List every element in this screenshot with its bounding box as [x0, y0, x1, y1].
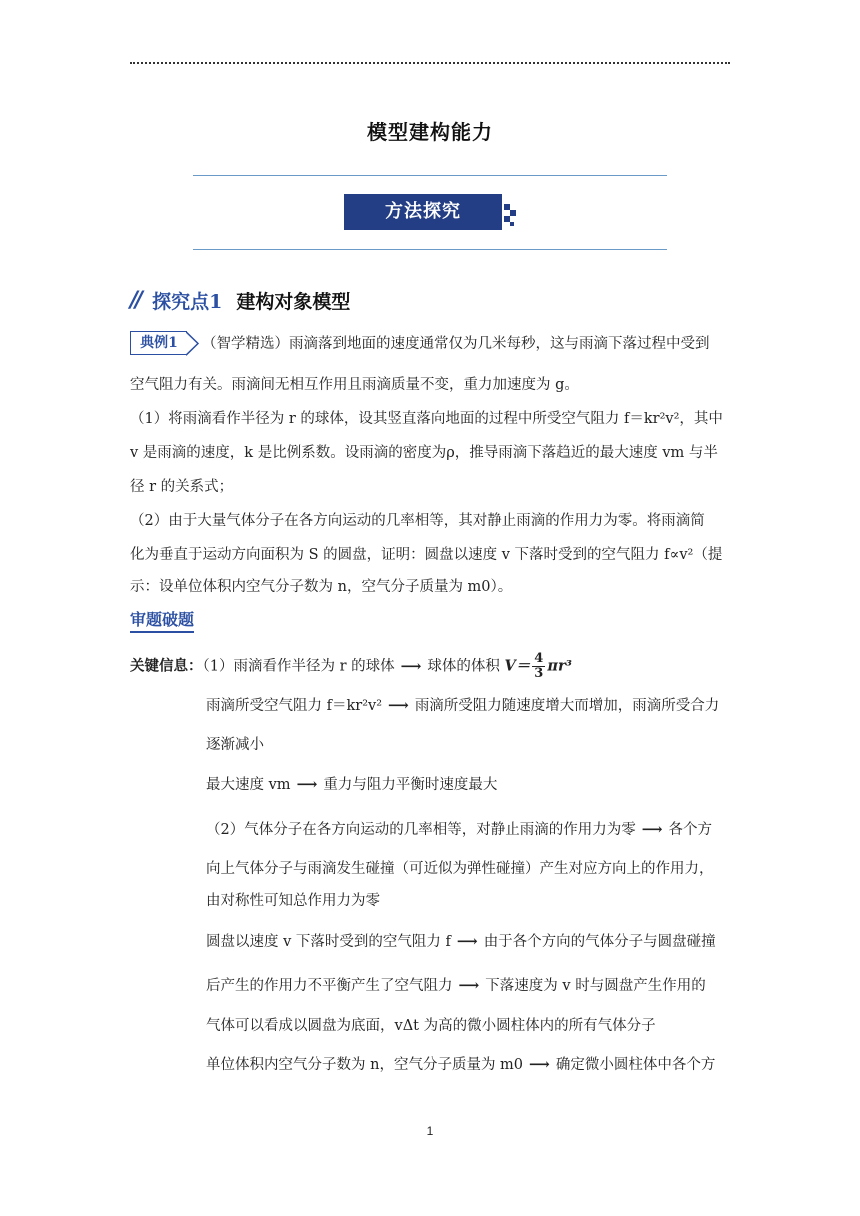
banner-pixel-decor — [510, 222, 514, 226]
section-heading — [130, 286, 350, 314]
question-2-line: 化为垂直于运动方向面积为 S 的圆盘，证明：圆盘以速度 v 下落时受到的空气阻力 f∝v²（提 — [130, 547, 723, 563]
key-info-text: （1）雨滴看作半径为 r 的球体 — [202, 658, 395, 675]
arrow-icon: ⟶ — [641, 821, 663, 838]
key-info-text: 逐渐减小 — [206, 737, 264, 753]
volume-formula-rhs: πr³ — [547, 657, 572, 675]
volume-formula-lhs: V＝ — [504, 657, 531, 675]
arrow-icon: ⟶ — [529, 1056, 550, 1073]
key-info-text: 向上气体分子与雨滴发生碰撞（可近似为弹性碰撞）产生对应方向上的作用力， — [206, 861, 714, 877]
key-info-row — [206, 775, 497, 795]
question-1-line: v 是雨滴的速度，k 是比例系数。设雨滴的密度为ρ，推导雨滴下落趋近的最大速度 vm 与半 — [130, 445, 718, 461]
method-banner — [344, 194, 516, 230]
example-tag-label: 典例1 — [130, 331, 187, 355]
key-info-text: 确定微小圆柱体中各个方 — [555, 1057, 716, 1073]
key-info-row — [206, 932, 716, 952]
fraction-numerator: 4 — [534, 651, 544, 666]
key-info-row — [206, 976, 706, 996]
arrow-icon: ⟶ — [296, 776, 318, 793]
key-info-text: 由对称性可知总作用力为零 — [206, 893, 380, 909]
page-number: 1 — [426, 1124, 434, 1138]
key-info-text: 气体可以看成以圆盘为底面，vΔt 为高的微小圆柱体内的所有气体分子 — [206, 1018, 656, 1034]
section-title: 建构对象模型 — [236, 290, 351, 313]
key-info-text: 最大速度 vm — [206, 777, 291, 793]
key-info-text: 重力与阻力平衡时速度最大 — [323, 777, 498, 793]
key-info-text: 圆盘以速度 v 下落时受到的空气阻力 f — [206, 934, 451, 950]
page-title: 模型建构能力 — [367, 120, 493, 144]
key-info-text: 下落速度为 v 时与圆盘产生作用的 — [485, 978, 706, 994]
arrow-icon: ⟶ — [458, 977, 480, 994]
key-info-text: （2）气体分子在各方向运动的几率相等，对静止雨滴的作用力为零 — [206, 822, 636, 838]
question-1-line: （1）将雨滴看作半径为 r 的球体，设其竖直落向地面的过程中所受空气阻力 f＝kr²v²，其中 — [130, 411, 723, 427]
key-info-text: 雨滴所受空气阻力 f＝kr²v² — [206, 698, 383, 714]
arrow-icon: ⟶ — [388, 697, 409, 714]
example-line: （智学精选）雨滴落到地面的速度通常仅为几米每秒，这与雨滴下落过程中受到 — [202, 336, 710, 352]
key-info-row — [206, 820, 712, 840]
key-info-text: 由于各个方向的气体分子与圆盘碰撞 — [483, 934, 716, 950]
tag-arrow-icon — [186, 331, 200, 356]
key-info-label: 关键信息： — [130, 658, 203, 675]
question-2-line: （2）由于大量气体分子在各方向运动的几率相等，其对静止雨滴的作用力为零。将雨滴简 — [130, 513, 705, 529]
section-number: 探究点1 — [152, 290, 223, 313]
banner-top-rule — [193, 175, 667, 176]
key-info-text: 球体的体积 — [427, 658, 500, 675]
top-dotted-rule — [130, 62, 730, 64]
key-info-text: 后产生的作用力不平衡产生了空气阻力 — [206, 978, 453, 994]
arrow-icon: ⟶ — [400, 657, 422, 675]
fraction-denominator: 3 — [534, 666, 544, 681]
key-info-row — [130, 652, 572, 681]
arrow-icon: ⟶ — [456, 933, 478, 950]
key-info-row — [206, 1055, 715, 1075]
question-2-line: 示：设单位体积内空气分子数为 n，空气分子质量为 m0）。 — [130, 579, 513, 595]
key-info-text: 单位体积内空气分子数为 n，空气分子质量为 m0 — [206, 1057, 524, 1073]
key-info-text: 各个方 — [668, 822, 713, 838]
analysis-heading: 审题破题 — [130, 607, 194, 633]
banner-bottom-rule — [193, 249, 667, 250]
key-info-row — [206, 696, 719, 716]
fraction — [532, 652, 545, 681]
question-1-line: 径 r 的关系式； — [130, 479, 234, 495]
key-info-text: 雨滴所受阻力随速度增大而增加，雨滴所受合力 — [414, 698, 720, 714]
banner-label: 方法探究 — [344, 194, 502, 230]
banner-pixel-decor — [510, 210, 516, 216]
example-line: 空气阻力有关。雨滴间无相互作用且雨滴质量不变，重力加速度为 g。 — [130, 377, 579, 393]
section-slash-icon: // — [130, 287, 141, 313]
